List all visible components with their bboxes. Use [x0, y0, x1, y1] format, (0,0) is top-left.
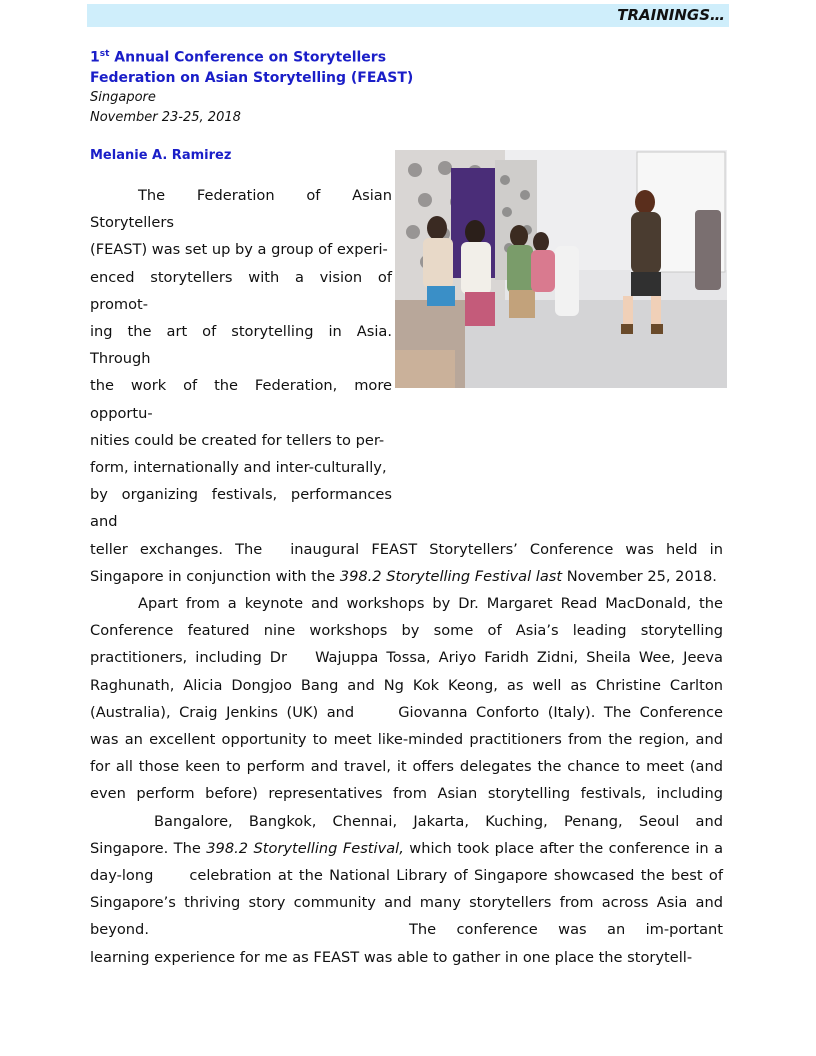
p1-line-7: form, internationally and inter-culturally, [90, 459, 387, 477]
p1-line-1: The Federation of Asian Storytellers [90, 187, 392, 232]
paragraph-2: Apart from a keynote and workshops by Dr. Margaret Read MacDonald, the Conference featured nine workshops by some of Asia’s leading storytelling practitioners, including Dr Wajuppa Tossa, Ariyo Faridh Zidni, Sheila Wee, Jeeva Raghunath, Alicia Dongjoo Bang and Ng Kok Keong, as well as Christine Carlton (Australia), Craig Jenkins (UK) and Giovanna Conforto (Italy). The Conference was an excellent opportunity to meet like-minded practitioners from the region, and for all those keen to perform and travel, it offers delegates the chance to meet (and even perform before) representatives from Asian storytelling festivals, includingBangalore, Bangkok, Chennai, Jakarta, Kuching, Penang, Seoul and Singapore. The 398.2 Storytelling Festival, which took place after the conference in a day-long celebration at the National Library of Singapore showcased the best of Singapore’s thriving story community and many storytellers from across Asia and beyond. The conference was an im-portant learning experience for me as FEAST was able to gather in one place the storytell- [90, 595, 724, 966]
section-title: TRAININGS… [617, 6, 725, 24]
article-body [90, 182, 723, 971]
article-location: Singapore [90, 89, 156, 105]
p1-line-4: ing the art of storytelling in Asia. Through [90, 323, 392, 368]
article-author: Melanie A. Ramirez [90, 148, 232, 163]
section-header-bar [87, 4, 729, 27]
article-title-block [90, 44, 550, 128]
paragraph-1-wrapped [90, 182, 392, 536]
p1-line-5: the work of the Federation, more opportu- [90, 377, 392, 422]
p1-line-2: (FEAST) was set up by a group of experi- [90, 241, 388, 259]
article-title-line-2: Federation on Asian Storytelling (FEAST) [90, 69, 414, 86]
article-title-line-1: 1st Annual Conference on Storytellers [90, 49, 387, 66]
p1-line-3: enced storytellers with a vision of promot- [90, 268, 392, 313]
article-dates: November 23-25, 2018 [90, 109, 241, 125]
p1-line-6: nities could be created for tellers to per- [90, 431, 385, 449]
p1-tail: teller exchanges. The inaugural FEAST Storytellers’ Conference was held in Singapore in conjunction with the 398.2 Storytelling Festival last November 25, 2018. [90, 540, 723, 585]
p1-line-8: by organizing festivals, performances and [90, 486, 392, 531]
